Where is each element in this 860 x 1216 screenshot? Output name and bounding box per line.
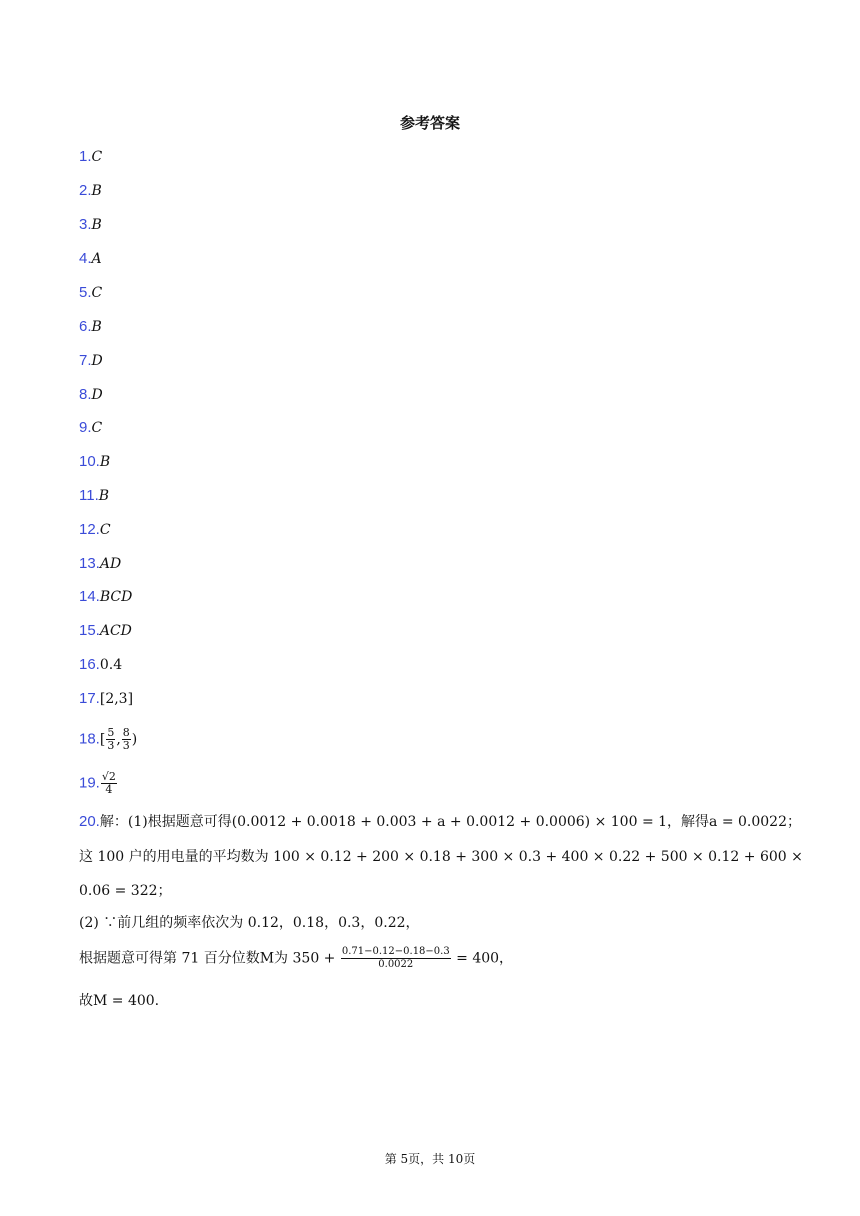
- frac-numerator: √2: [101, 770, 116, 783]
- answer-16: [79, 656, 122, 674]
- answer-13: [79, 555, 121, 573]
- question-number: 14.: [79, 588, 100, 605]
- frac-denominator: 4: [105, 783, 113, 796]
- solution-text: 解：(1)根据题意可得(0.0012 + 0.0018 + 0.003 + a + 0.0012 + 0.0006) × 100 = 1，解得a = 0.0022；: [99, 814, 801, 830]
- answer-value: C: [91, 149, 103, 165]
- solution-20-line3: 0.06 = 322；: [79, 883, 172, 899]
- fraction-sqrt2-4: [101, 771, 117, 796]
- answer-19: [79, 771, 118, 796]
- question-number: 5.: [79, 284, 92, 301]
- answer-8: [79, 386, 103, 404]
- answer-2: [79, 182, 102, 200]
- solution-20-line1: [79, 811, 801, 831]
- frac-denominator: 3: [122, 739, 130, 752]
- answer-value: A: [91, 251, 102, 267]
- answer-value: B: [99, 454, 111, 470]
- question-number: 11.: [79, 487, 99, 504]
- answer-7: [79, 352, 103, 370]
- page-footer: 第 5页，共 10页: [384, 1152, 476, 1166]
- question-number: 15.: [79, 622, 100, 639]
- answer-value: B: [91, 183, 102, 199]
- answer-value: B: [91, 217, 102, 233]
- answer-14: [79, 588, 132, 606]
- answer-value: D: [91, 353, 103, 369]
- answer-4: [79, 250, 102, 268]
- answer-value: B: [91, 319, 102, 335]
- frac-numerator: 8: [122, 726, 130, 739]
- answer-value: D: [91, 387, 103, 403]
- answer-value: C: [91, 285, 103, 301]
- solution-20-line5: [79, 946, 513, 971]
- page-title: 参考答案: [399, 114, 460, 132]
- frac-numerator: 5: [107, 726, 115, 739]
- question-number: 1.: [79, 148, 92, 165]
- answer-value: B: [98, 488, 110, 504]
- answer-18: [79, 727, 137, 752]
- answer-17: [79, 690, 133, 708]
- solution-text: 根据题意可得第 71 百分位数M为 350 +: [79, 950, 336, 967]
- question-number: 8.: [79, 386, 92, 403]
- question-number: 6.: [79, 318, 92, 335]
- solution-20-line4: (2) ∵前几组的频率依次为 0.12，0.18，0.3，0.22，: [79, 915, 420, 931]
- answer-value: AD: [99, 556, 122, 572]
- fraction-5-3: [106, 727, 115, 752]
- question-number: 19.: [79, 774, 100, 792]
- answer-value: [2,3]: [99, 691, 134, 707]
- question-number: 3.: [79, 216, 92, 233]
- question-number: 7.: [79, 352, 92, 369]
- answer-value: BCD: [99, 589, 133, 605]
- answer-3: [79, 216, 102, 234]
- answer-12: [79, 521, 111, 539]
- question-number: 20.: [79, 813, 100, 830]
- solution-text: = 400，: [456, 950, 514, 967]
- percentile-fraction: [341, 946, 451, 971]
- answer-value: C: [99, 522, 111, 538]
- answer-value: C: [91, 420, 103, 436]
- answer-11: [79, 487, 109, 505]
- frac-denominator: 0.0022: [378, 959, 414, 970]
- question-number: 10.: [79, 453, 100, 470]
- fraction-8-3: [122, 727, 131, 752]
- answer-1: [79, 148, 102, 166]
- answer-5: [79, 284, 102, 302]
- bracket-open: [: [99, 731, 106, 748]
- answer-value: ACD: [99, 623, 132, 639]
- bracket-close: ): [131, 731, 138, 748]
- answer-10: [79, 453, 110, 471]
- question-number: 16.: [79, 656, 100, 673]
- solution-20-line6: 故M = 400.: [79, 993, 160, 1009]
- question-number: 2.: [79, 182, 92, 199]
- answer-value: 0.4: [99, 657, 123, 673]
- frac-denominator: 3: [107, 739, 115, 752]
- question-number: 4.: [79, 250, 92, 267]
- answer-9: [79, 419, 102, 437]
- question-number: 18.: [79, 730, 100, 748]
- answer-15: [79, 622, 132, 640]
- question-number: 12.: [79, 521, 100, 538]
- question-number: 9.: [79, 419, 92, 436]
- solution-20-line2: 这 100 户的用电量的平均数为 100 × 0.12 + 200 × 0.18 + 300 × 0.3 + 400 × 0.22 + 500 × 0.12 + 600 ×: [79, 849, 803, 865]
- answer-6: [79, 318, 102, 336]
- comma: ,: [116, 731, 121, 748]
- question-number: 17.: [79, 690, 100, 707]
- frac-numerator: 0.71−0.12−0.18−0.3: [341, 946, 450, 957]
- question-number: 13.: [79, 555, 100, 572]
